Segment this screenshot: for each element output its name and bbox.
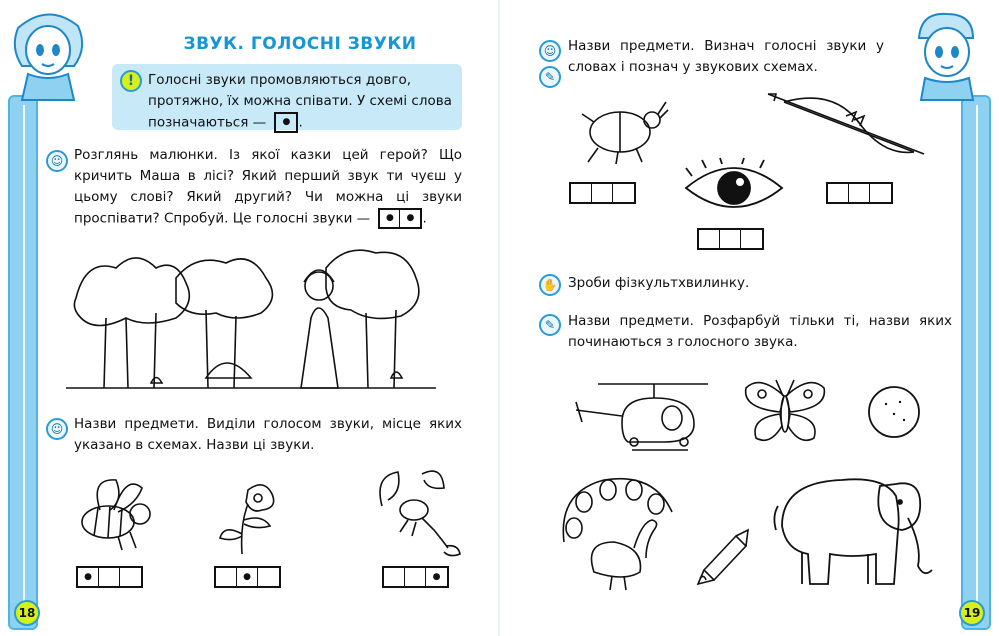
vowel-scheme-sample: [274, 112, 298, 133]
vowel-scheme-two: [378, 208, 422, 229]
speak-icon: ☺: [46, 150, 68, 172]
page-number-right: 19: [959, 600, 985, 626]
beetle-image: [578, 92, 668, 166]
elephant-image: [772, 466, 936, 588]
eye-image: [682, 158, 786, 218]
speak-icon: ☺: [46, 418, 68, 440]
right-side-band: [961, 95, 991, 630]
crayfish-image: [372, 466, 464, 558]
task-paragraph-5: Назви предмети. Розфарбуй тільки ті, назви яких починаються з голосного звука.: [568, 313, 952, 350]
hand-exercise-icon: ✋: [539, 274, 561, 296]
pencil-icon: ✎: [539, 314, 561, 336]
helicopter-image: [568, 372, 716, 452]
task-text: Розглянь малюнки. Із якої казки цей герой? Що кричить Маша в лісі? Який перший звук ти чуєш у цьому слові? Який другий? Чи можна ці звуки проспівати? Спробуй. Це голосні звуки —: [74, 147, 462, 227]
pencil-icon: ✎: [539, 66, 561, 88]
vowel-dot: ●: [432, 572, 441, 582]
page-number-left: 18: [14, 600, 40, 626]
task-paragraph-3: Назви предмети. Визнач голосні звуки у словах і познач у звукових схемах.: [568, 38, 884, 75]
poppy-image: [212, 474, 284, 556]
sound-scheme-crayfish: [382, 566, 449, 588]
bee-image: [70, 470, 160, 552]
girl-mascot-icon: [8, 8, 86, 100]
sound-scheme-poppy: [214, 566, 281, 588]
page-title: ЗВУК. ГОЛОСНІ ЗВУКИ: [183, 34, 417, 54]
vowel-dot: ●: [78, 568, 99, 586]
masha-forest-image: [66, 238, 436, 398]
left-side-band: [8, 95, 38, 630]
vowel-dot: ●: [406, 213, 415, 223]
boy-mascot-icon: [907, 8, 985, 100]
vowel-dot: ●: [380, 210, 400, 227]
orange-image: [866, 384, 922, 440]
vowel-dot: ●: [237, 568, 258, 586]
sound-scheme-bee: [76, 566, 143, 588]
sound-scheme-beetle: [569, 182, 636, 204]
task-paragraph-4: Зроби фізкультхвилинку.: [568, 275, 750, 291]
page-gutter: [498, 0, 500, 636]
rule-text: Голосні звуки промовляються довго, протяжно, їх можна співати. У схемі слова позначаються —: [148, 72, 452, 131]
vowel-dot: ●: [282, 117, 291, 127]
exclamation-icon: !: [120, 70, 142, 92]
task-paragraph-2: Назви предмети. Виділи голосом звуки, місце яких указано в схемах. Назви ці звуки.: [74, 416, 462, 453]
speak-icon: ☺: [539, 40, 561, 62]
task-paragraph-1: Розглянь малюнки. Із якої казки цей герой? Що кричить Маша в лісі? Який перший звук ти чуєш у цьому слові? Який другий? Чи можна ці звуки проспівати? Спробуй. Це голосні звуки — ● ● .: [74, 145, 462, 230]
sound-scheme-eye: [697, 228, 764, 250]
butterfly-image: [740, 374, 830, 450]
rule-box: ! Голосні звуки промовляються довго, протяжно, їх можна співати. У схемі слова позначаються — ● .: [112, 64, 462, 130]
peacock-image: [554, 472, 676, 590]
bow-and-arrow-image: [764, 92, 926, 164]
sound-scheme-bow: [826, 182, 893, 204]
pencil-image: [696, 528, 752, 586]
